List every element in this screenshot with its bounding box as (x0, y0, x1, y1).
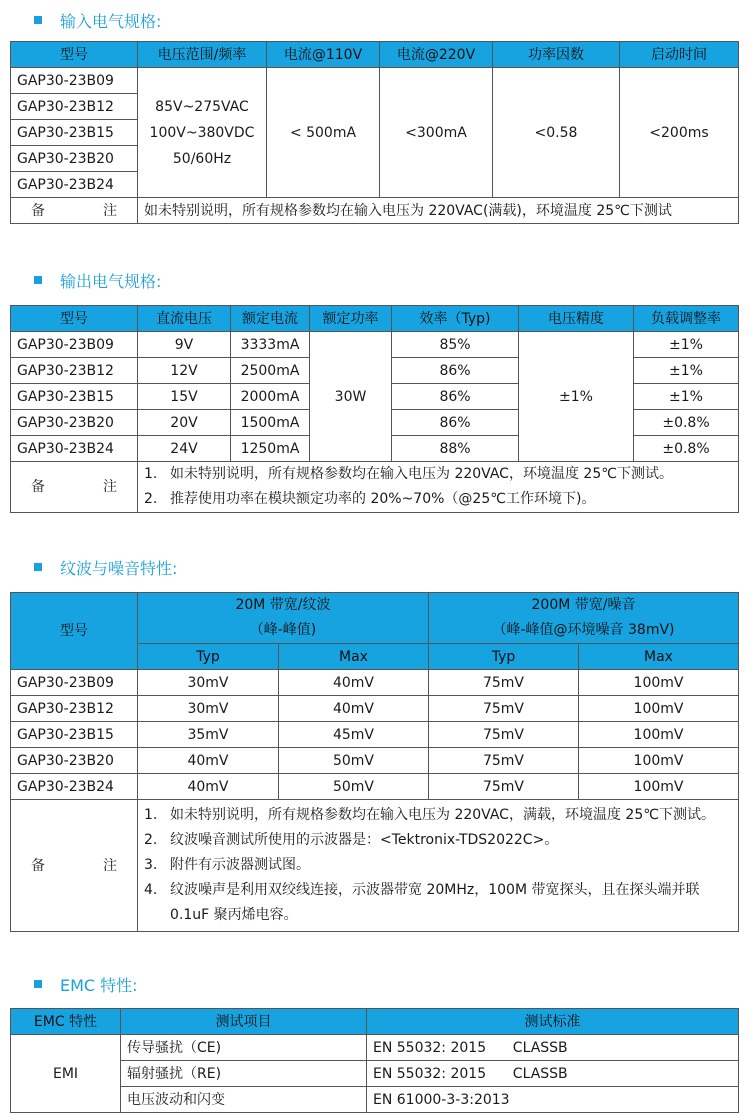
table-row (11, 696, 739, 722)
voltage-ac: 85V~275VAC (155, 98, 249, 115)
header-cell: 直流电压 (138, 306, 231, 332)
header-cell: EMC 特性 (11, 1009, 121, 1035)
model-cell: GAP30-23B09 (11, 670, 138, 696)
table-row (11, 332, 739, 358)
table-row (11, 722, 739, 748)
dc-voltage-cell: 24V (138, 436, 231, 462)
header-cell: 测试项目 (121, 1009, 367, 1035)
table-row (11, 1087, 739, 1113)
test-standard-cell: EN 55032: 2015 CLASSB (367, 1061, 739, 1087)
current-220-cell: <300mA (380, 68, 493, 198)
square-bullet-icon (34, 980, 42, 988)
voltage-range-cell (138, 68, 267, 198)
ripple-max-cell: 50mV (279, 748, 429, 774)
input-spec-table (10, 41, 739, 224)
remarks-label (11, 462, 138, 513)
header-cell: 型号 (11, 42, 138, 68)
model-cell: GAP30-23B24 (11, 436, 138, 462)
test-standard-cell: EN 61000-3-3:2013 (367, 1087, 739, 1113)
subheader-typ: Typ (429, 644, 579, 670)
section-title-ripple (34, 555, 177, 579)
emc-title: EMC 特性: (60, 975, 138, 995)
note-number: 1. (144, 807, 158, 823)
dc-voltage-cell: 15V (138, 384, 231, 410)
efficiency-cell: 86% (392, 358, 519, 384)
rated-current-cell: 2500mA (231, 358, 310, 384)
remarks-char: 注 (103, 202, 117, 219)
efficiency-cell: 86% (392, 384, 519, 410)
header-cell: 启动时间 (620, 42, 739, 68)
model-cell: GAP30-23B24 (11, 774, 138, 800)
note-item (144, 803, 732, 828)
note-number: 3. (144, 857, 158, 873)
header-cell: 额定功率 (310, 306, 392, 332)
test-item-cell: 传导骚扰（CE) (121, 1035, 367, 1061)
rated-power-cell: 30W (310, 332, 392, 462)
table-row (11, 1035, 739, 1061)
noise-typ-cell: 75mV (429, 748, 579, 774)
square-bullet-icon (34, 563, 42, 571)
note-number: 4. (144, 882, 158, 898)
remarks-text: 如未特别说明，所有规格参数均在输入电压为 220VAC(满载)，环境温度 25℃下测试 (138, 198, 739, 224)
note-item (144, 878, 732, 928)
ripple-typ-cell: 40mV (138, 748, 279, 774)
load-regulation-cell: ±1% (634, 358, 739, 384)
ripple-max-cell: 40mV (279, 670, 429, 696)
noise-typ-cell: 75mV (429, 670, 579, 696)
noise-max-cell: 100mV (579, 774, 739, 800)
test-standard-cell: EN 55032: 2015 CLASSB (367, 1035, 739, 1061)
note-text: 如未特别说明，所有规格参数均在输入电压为 220VAC，环境温度 25℃下测试。 (170, 466, 673, 482)
model-cell: GAP30-23B12 (11, 358, 138, 384)
section-title-emc (34, 972, 138, 996)
note-number: 2. (144, 491, 158, 507)
header-cell: 电流@110V (267, 42, 380, 68)
remarks-notes (138, 462, 739, 513)
subheader-max: Max (579, 644, 739, 670)
model-cell: GAP30-23B15 (11, 120, 138, 146)
note-text: 纹波噪音测试所使用的示波器是：<Tektronix-TDS2022C>。 (170, 832, 559, 848)
ripple-typ-cell: 35mV (138, 722, 279, 748)
efficiency-cell: 88% (392, 436, 519, 462)
dc-voltage-cell: 12V (138, 358, 231, 384)
note-text: 附件有示波器测试图。 (170, 857, 310, 873)
header-group-ripple (138, 593, 429, 644)
model-cell: GAP30-23B09 (11, 332, 138, 358)
header-cell: 效率（Typ) (392, 306, 519, 332)
header-cell: 功率因数 (493, 42, 620, 68)
ripple-typ-cell: 40mV (138, 774, 279, 800)
subheader-typ: Typ (138, 644, 279, 670)
section-title-input (34, 8, 161, 32)
square-bullet-icon (34, 16, 42, 24)
startup-time-cell: <200ms (620, 68, 739, 198)
header-cell: 型号 (11, 593, 138, 670)
dc-voltage-cell: 20V (138, 410, 231, 436)
noise-max-cell: 100mV (579, 670, 739, 696)
rated-current-cell: 3333mA (231, 332, 310, 358)
note-number: 2. (144, 832, 158, 848)
test-item-cell: 电压波动和闪变 (121, 1087, 367, 1113)
noise-typ-cell: 75mV (429, 774, 579, 800)
remarks-label (11, 198, 138, 224)
model-cell: GAP30-23B24 (11, 172, 138, 198)
rated-current-cell: 2000mA (231, 384, 310, 410)
input-title: 输入电气规格: (60, 11, 162, 31)
header-group-line: 200M 带宽/噪音 (531, 597, 636, 613)
current-110-cell: < 500mA (267, 68, 380, 198)
remarks-char: 备 (31, 202, 45, 219)
ripple-max-cell: 45mV (279, 722, 429, 748)
header-group-noise (429, 593, 739, 644)
model-cell: GAP30-23B12 (11, 696, 138, 722)
load-regulation-cell: ±0.8% (634, 410, 739, 436)
ripple-noise-table-body (10, 592, 739, 932)
remarks-label (11, 800, 138, 932)
table-row (11, 748, 739, 774)
table-header-row (11, 593, 739, 644)
emc-category-cell: EMI (11, 1035, 121, 1113)
header-cell: 负载调整率 (634, 306, 739, 332)
power-factor-cell: <0.58 (493, 68, 620, 198)
header-group-line: （峰-峰值) (249, 622, 317, 638)
note-item (144, 828, 732, 853)
load-regulation-cell: ±1% (634, 384, 739, 410)
load-regulation-cell: ±0.8% (634, 436, 739, 462)
rated-current-cell: 1500mA (231, 410, 310, 436)
model-cell: GAP30-23B09 (11, 68, 138, 94)
note-text: 如未特别说明，所有规格参数均在输入电压为 220VAC，满载，环境温度 25℃下测试。 (170, 807, 715, 823)
rated-current-cell: 1250mA (231, 436, 310, 462)
table-row (11, 1061, 739, 1087)
output-title: 输出电气规格: (60, 271, 162, 291)
frequency: 50/60Hz (172, 150, 232, 167)
model-cell: GAP30-23B15 (11, 722, 138, 748)
header-group-line: 20M 带宽/纹波 (235, 597, 331, 613)
test-item-cell: 辐射骚扰（RE) (121, 1061, 367, 1087)
ripple-typ-cell: 30mV (138, 696, 279, 722)
model-cell: GAP30-23B12 (11, 94, 138, 120)
header-cell: 型号 (11, 306, 138, 332)
ripple-typ-cell: 30mV (138, 670, 279, 696)
ripple-title: 纹波与噪音特性: (60, 558, 178, 578)
table-row (11, 774, 739, 800)
noise-typ-cell: 75mV (429, 722, 579, 748)
noise-max-cell: 100mV (579, 722, 739, 748)
note-text: 推荐使用功率在模块额定功率的 20%~70%（@25℃工作环境下)。 (170, 491, 596, 507)
output-spec-table (10, 305, 739, 513)
table-row (11, 68, 739, 94)
model-cell: GAP30-23B20 (11, 748, 138, 774)
note-text: 纹波噪声是利用双绞线连接，示波器带宽 20MHz，100M 带宽探头，且在探头端并联 0.1uF 聚丙烯电容。 (170, 882, 700, 923)
table-row (11, 670, 739, 696)
table-header-row (11, 1009, 739, 1035)
header-cell: 电压精度 (519, 306, 634, 332)
header-cell: 额定电流 (231, 306, 310, 332)
noise-max-cell: 100mV (579, 696, 739, 722)
remarks-char: 注 (103, 479, 117, 495)
remarks-row (11, 198, 739, 224)
note-item (144, 487, 732, 512)
model-cell: GAP30-23B20 (11, 410, 138, 436)
header-group-line: （峰-峰值@环境噪音 38mV) (492, 622, 675, 638)
noise-typ-cell: 75mV (429, 696, 579, 722)
remarks-char: 注 (103, 857, 117, 874)
remarks-row (11, 800, 739, 932)
header-cell: 测试标准 (367, 1009, 739, 1035)
ripple-max-cell: 40mV (279, 696, 429, 722)
noise-max-cell: 100mV (579, 748, 739, 774)
remarks-row (11, 462, 739, 513)
section-title-output (34, 268, 161, 292)
voltage-accuracy-cell: ±1% (519, 332, 634, 462)
load-regulation-cell: ±1% (634, 332, 739, 358)
table-header-row (11, 42, 739, 68)
header-cell: 电压范围/频率 (138, 42, 267, 68)
note-item (144, 462, 732, 487)
remarks-notes (138, 800, 739, 932)
table-header-row (11, 306, 739, 332)
dc-voltage-cell: 9V (138, 332, 231, 358)
emc-table (10, 1008, 739, 1113)
note-item (144, 853, 732, 878)
remarks-char: 备 (31, 857, 45, 874)
header-cell: 电流@220V (380, 42, 493, 68)
ripple-max-cell: 50mV (279, 774, 429, 800)
note-number: 1. (144, 466, 158, 482)
voltage-dc: 100V~380VDC (149, 124, 255, 141)
remarks-char: 备 (31, 479, 45, 495)
efficiency-cell: 85% (392, 332, 519, 358)
square-bullet-icon (34, 276, 42, 284)
model-cell: GAP30-23B20 (11, 146, 138, 172)
efficiency-cell: 86% (392, 410, 519, 436)
model-cell: GAP30-23B15 (11, 384, 138, 410)
subheader-max: Max (279, 644, 429, 670)
